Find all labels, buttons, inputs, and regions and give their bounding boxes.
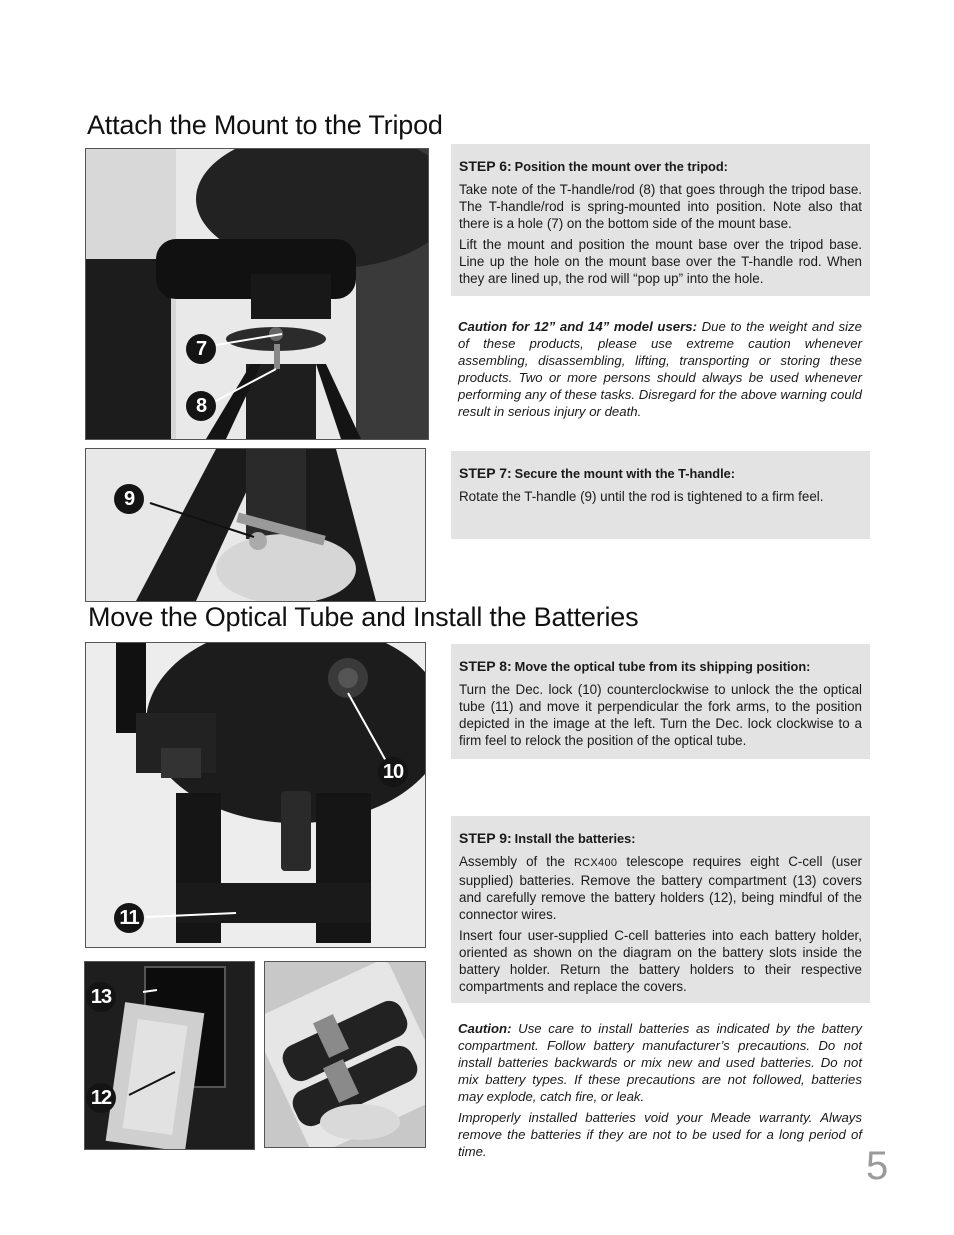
- step-9-p1-after: telescope requires eight C-cell (user supplied) batteries. Remove the battery compartment (13) covers and carefully remove the battery holders (12), being mindful of the connector wires.: [459, 854, 862, 922]
- page-number: 5: [866, 1144, 889, 1188]
- caution-batteries-text: Use care to install batteries as indicated by the battery compartment. Follow battery manufacturer’s precautions. Do not install batteries backwards or mix new and used batteries. Do not mix battery types. If these precautions are not followed, batteries may explode, catch fire, or leak.: [458, 1021, 862, 1104]
- step-9-paragraph-2: Insert four user-supplied C-cell batteries into each battery holder, oriented as shown on the diagram on the battery slots inside the battery holder. Return the battery holders to their respective compartments and replace the covers.: [459, 928, 862, 994]
- step-7-box: [451, 451, 870, 539]
- step-7-title: Secure the mount with the T-handle:: [514, 466, 736, 481]
- step-6-box: [451, 144, 870, 296]
- callout-10: 10: [378, 757, 408, 787]
- callout-13: 13: [86, 982, 116, 1012]
- step-9-box: [451, 816, 870, 1003]
- photo-t-handle: [85, 448, 426, 602]
- step-6-label: STEP 6:: [459, 158, 512, 174]
- step-6-title: Position the mount over the tripod:: [514, 159, 728, 174]
- callout-7: 7: [186, 334, 216, 364]
- caution-weight: [458, 318, 862, 424]
- photo-batteries-in-holder: [264, 961, 426, 1148]
- caution-weight-text: Due to the weight and size of these products, please use extreme caution whenever assembling, disassembling, lifting, transporting or storing these products. Two or more persons should always be used whenever performing any of these tasks. Disregard for the above warning could result in serious injury or death.: [458, 319, 862, 419]
- step-8-box: [451, 644, 870, 759]
- step-9-model-name: RCX400: [573, 857, 618, 869]
- step-7-heading: [459, 465, 862, 482]
- section-title-attach-mount: Attach the Mount to the Tripod: [87, 110, 443, 140]
- step-8-paragraph-1: Turn the Dec. lock (10) counterclockwise to unlock the the optical tube (11) and move it perpendicular the fork arms, to the position depicted in the image at the left. Turn the Dec. lock clockwise to a firm feel to relock the position of the optical tube.: [459, 682, 862, 748]
- callout-12: 12: [86, 1083, 116, 1113]
- step-9-heading: [459, 830, 862, 847]
- callout-9: 9: [114, 484, 144, 514]
- callout-8: 8: [186, 391, 216, 421]
- step-9-title: Install the batteries:: [514, 831, 636, 846]
- step-6-heading: [459, 158, 862, 175]
- step-7-paragraph-1: Rotate the T-handle (9) until the rod is tightened to a firm feel.: [459, 489, 824, 504]
- step-6-paragraph-1: Take note of the T-handle/rod (8) that goes through the tripod base. The T-handle/rod is spring-mounted into position. Note also that there is a hole (7) on the bottom side of the mount base.: [459, 182, 862, 231]
- section-title-optical-tube: Move the Optical Tube and Install the Batteries: [88, 602, 639, 632]
- step-9-label: STEP 9:: [459, 830, 512, 846]
- photo-mount-over-tripod: [85, 148, 429, 440]
- caution-batteries-warranty: Improperly installed batteries void your Meade warranty. Always remove the batteries if they are not to be used for a long period of time.: [458, 1110, 862, 1159]
- step-8-heading: [459, 658, 862, 675]
- caution-weight-label: Caution for 12” and 14” model users:: [458, 319, 697, 334]
- callout-11: 11: [114, 903, 144, 933]
- caution-batteries: [458, 1020, 862, 1164]
- step-8-label: STEP 8:: [459, 658, 512, 674]
- step-9-paragraph-1: [459, 853, 862, 923]
- step-8-title: Move the optical tube from its shipping position:: [514, 659, 811, 674]
- step-9-p1-before: Assembly of the: [459, 854, 574, 869]
- step-7-label: STEP 7:: [459, 465, 512, 481]
- step-6-paragraph-2: Lift the mount and position the mount base over the tripod base. Line up the hole on the mount base over the T-handle rod. When they are lined up, the rod will “pop up” into the hole.: [459, 237, 862, 286]
- photo-optical-tube: [85, 642, 426, 948]
- caution-batteries-label: Caution:: [458, 1021, 512, 1036]
